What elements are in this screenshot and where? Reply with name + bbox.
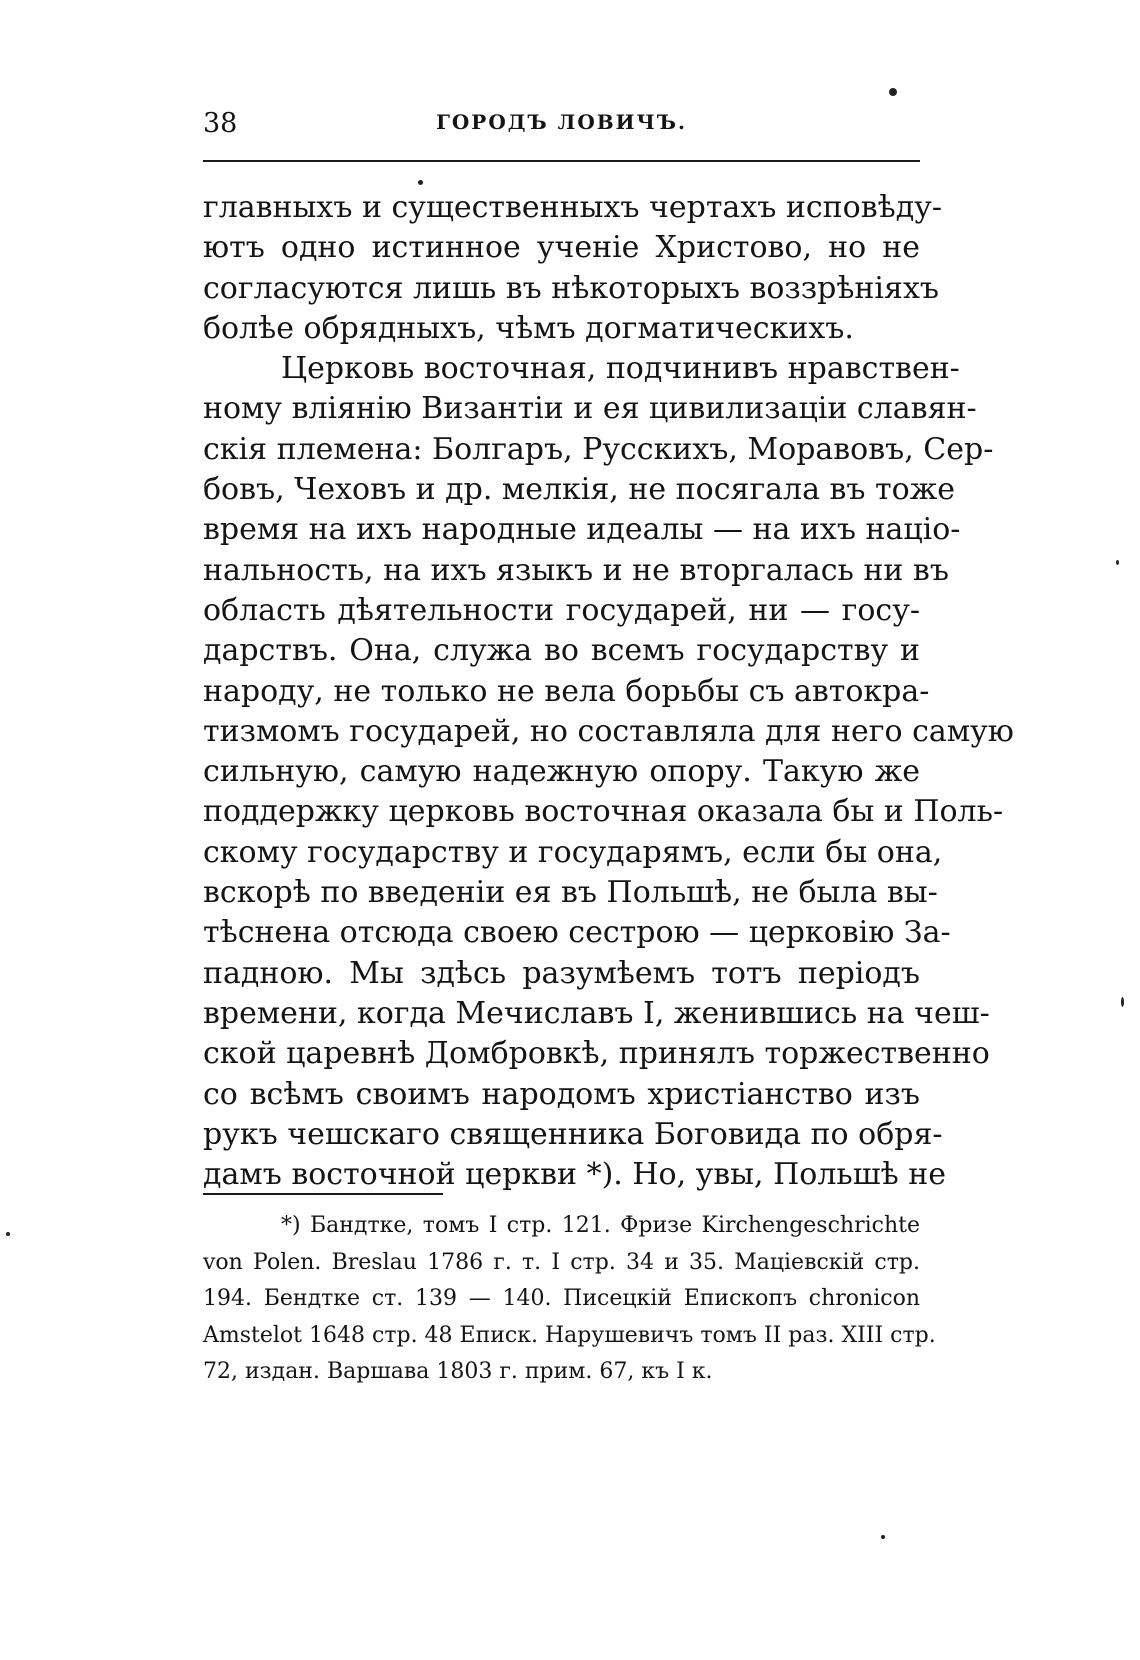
- page-header: [203, 100, 920, 148]
- body-line: времени, когда Мечиславъ I, женившись на чеш-: [203, 995, 990, 1031]
- body-line: ному вліянію Византіи и ея цивилизаціи славян-: [203, 391, 977, 427]
- scan-speck: [1121, 997, 1124, 1007]
- body-line: дамъ восточной церкви *). Но, увы, Польшѣ не: [203, 1157, 947, 1193]
- body-line: болѣе обрядныхъ, чѣмъ догматическихъ.: [203, 310, 854, 346]
- footnote-rule: [203, 1193, 443, 1195]
- footnote-line: 194. Бендтке ст. 139 — 140. Писецкій Епископъ chronicon: [203, 1286, 920, 1311]
- header-rule: [203, 160, 920, 162]
- body-line: дарствъ. Она, служа во всемъ государству и: [203, 633, 920, 669]
- body-line: рукъ чешскаго священника Боговида по обря-: [203, 1116, 943, 1152]
- body-line: поддержку церковь восточная оказала бы и Поль-: [203, 794, 1004, 830]
- footnote-line: Amstelot 1648 стр. 48 Еписк. Нарушевичъ томъ II раз. XIII стр.: [203, 1322, 936, 1348]
- body-line: время на ихъ народные идеалы — на ихъ націо-: [203, 512, 961, 548]
- body-line-indented: Церковь восточная, подчинивъ нравствен-: [281, 351, 960, 387]
- body-line: со всѣмъ своимъ народомъ христіанство изъ: [203, 1076, 920, 1112]
- footnote-line: *) Бандтке, томъ I стр. 121. Фризе Kirchengeschrichte: [281, 1213, 920, 1238]
- footnote-line: 72, издан. Варшава 1803 г. прим. 67, къ I к.: [203, 1359, 713, 1384]
- body-line: сильную, самую надежную опору. Такую же: [203, 754, 920, 790]
- body-line: область дѣятельности государей, ни — госу-: [203, 592, 920, 628]
- body-line: народу, не только не вела борьбы съ автокра-: [203, 673, 930, 709]
- body-line: тизмомъ государей, но составляла для него самую: [203, 713, 1014, 749]
- body-line: падною. Мы здѣсь разумѣемъ тотъ періодъ: [203, 955, 920, 991]
- body-line: главныхъ и существенныхъ чертахъ исповѣду-: [203, 190, 942, 225]
- body-line: нальность, на ихъ языкъ и не вторгалась ни въ: [203, 552, 949, 588]
- scan-speck: [6, 1232, 10, 1236]
- body-line: скому государству и государямъ, если бы она,: [203, 834, 943, 870]
- body-line: скія племена: Болгаръ, Русскихъ, Моравовъ, Сер-: [203, 431, 994, 467]
- scan-speck: [1116, 560, 1119, 565]
- page-number: 38: [203, 108, 238, 139]
- scan-speck: [418, 180, 423, 185]
- body-line: бовъ, Чеховъ и др. мелкія, не посягала въ тоже: [203, 472, 956, 508]
- body-line: тѣснена отсюда своею сестрою — церковію За-: [203, 915, 951, 951]
- body-line: согласуются лишь въ нѣкоторыхъ воззрѣніяхъ: [203, 270, 939, 306]
- footnote: [203, 1208, 936, 1391]
- scan-speck: [889, 88, 897, 96]
- footnote-line: von Polen. Breslau 1786 г. т. I стр. 34 и 35. Маціевскій стр.: [203, 1249, 920, 1275]
- body-line: вскорѣ по введеніи ея въ Польшѣ, не была вы-: [203, 875, 938, 911]
- body-line: ютъ одно истинное ученіе Христово, но не: [203, 230, 920, 266]
- scan-speck: [881, 1535, 885, 1539]
- running-title: ГОРОДЪ ЛОВИЧЪ.: [436, 110, 687, 134]
- body-text: [203, 188, 1014, 1195]
- body-line: ской царевнѣ Домбровкѣ, принялъ торжественно: [203, 1036, 990, 1072]
